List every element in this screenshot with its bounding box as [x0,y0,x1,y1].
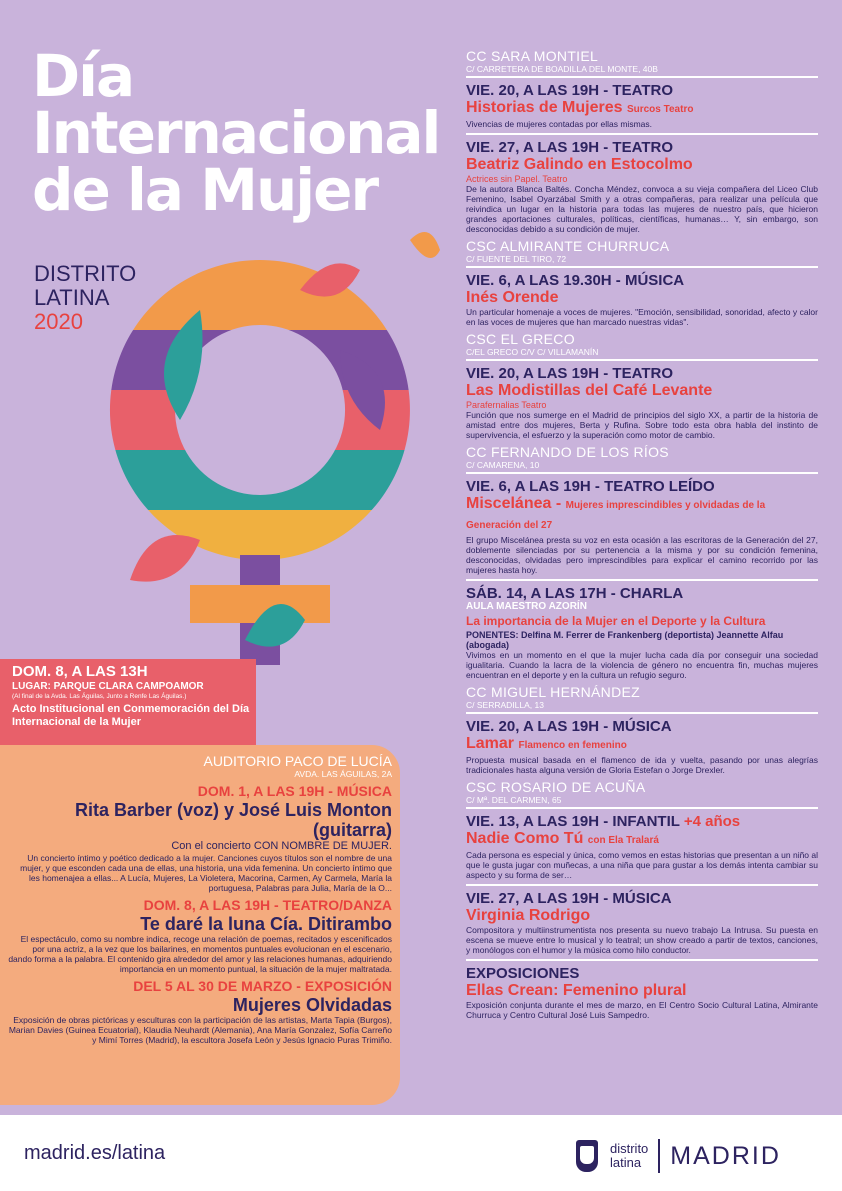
exposiciones-block [466,959,818,1020]
event-description: Cada persona es especial y única, como vemos en estas historias que presentan a un niño al que le gusta jugar con muñecas, a una niña que para gustar a los demás intenta cambiar su aspecto y su forma de ser… [466,850,819,880]
auditorio-box [0,745,400,1105]
district-line: DISTRITO [34,261,137,286]
event-company: Parafernalias Teatro [466,400,547,410]
event-datetime: VIE. 20, A LAS 19H - TEATRO [466,76,818,99]
event-description: Vivimos en un momento en el que la mujer lucha cada día por conseguir una sociedad igualitaria. Cuando la lacra de la violencia de género no encuentra fin, muchas mujeres encuentran en el deporte y en la cultura un refugio seguro. [466,650,818,680]
event-description: Un particular homenaje a voces de mujeres. "Emoción, sensibilidad, sonoridad, afecto y calor en las voces de mujeres que han marcado nuestras vidas". [466,307,818,327]
district-line: LATINA [34,285,110,310]
venue-name: CC MIGUEL HERNÁNDEZ [466,684,640,700]
event-description: Propuesta musical basada en el flamenco de ida y vuelta, pasando por unas alegrías tradicionales hasta alguna versión de Gloria Estefan o Jorge Drexler. [466,755,818,775]
madrid-wordmark: MADRID [670,1141,781,1170]
event-datetime [466,807,818,830]
event-subtitle: Mujeres imprescindibles y olvidadas de la Generación del 27 [466,500,766,531]
divider [658,1139,660,1173]
event-datetime: VIE. 6, A LAS 19.30H - MÚSICA [466,266,818,289]
event-company: con Ela Tralará [587,835,659,846]
venue-block [466,48,818,234]
event-datetime-text: VIE. 13, A LAS 19H - INFANTIL [466,813,680,830]
venus-symbol-illustration [70,200,450,670]
event-datetime: DOM. 8, A LAS 19H - TEATRO/DANZA [143,897,392,913]
event-datetime: VIE. 6, A LAS 19H - TEATRO LEÍDO [466,472,818,495]
latina-text: latina [610,1155,642,1170]
poster-title [32,42,452,224]
venue-address: AVDA. LAS ÁGUILAS, 2A [294,769,392,779]
event-datetime: VIE. 20, A LAS 19H - MÚSICA [466,712,818,735]
acto-lugar: LUGAR: PARQUE CLARA CAMPOAMOR [12,681,204,692]
venue-address: C/EL GRECO C/V C/ VILLAMANÍN [466,347,599,357]
venue-address: C/ CARRETERA DE BOADILLA DEL MONTE, 40B [466,64,658,74]
event-description: Exposición de obras pictóricas y esculturas con la participación de las artistas, Marta Tapia (Burgos), Marian Davies (Guinea Ecuatorial), Klaudia Neuhardt (Alemania), Ana María Gonzalez, Sofía Carreño y Mimí Torres (Madrid), la escultora Josefa León y Jesús Ignacio Puras Trimiño. [8,1015,392,1045]
venue-block [466,444,818,680]
event-description: Un concierto íntimo y poético dedicado a la mujer. Canciones cuyos títulos son el nombre de una mujer, y que esconden cada una de ellas, una historia, una vida femenina. Un concierto íntimo que les homenajea a ellas... A Lucía, Mujeres, La Violetera, Macorina, Carmen, Ay Carmela, María la portuguesa, Palabras para Julia, María de la O... [20,853,392,893]
flower-shape [130,535,200,582]
event-description: Vivencias de mujeres contadas por ellas mismas. [466,119,652,129]
venue-name: CC SARA MONTIEL [466,48,599,64]
venue-address: C/ Mª. DEL CARMEN, 65 [466,795,562,805]
event-description: El espectáculo, como su nombre indica, recoge una relación de poemas, recitados y escenificados por una actriz, a la vez que los bailarines, en momentos puntuales evolucionan en el escenario, dando forma a la palabra. El contenido gira alrededor del amor y las relaciones humanas, adquiriendo importancia en un momento puntual, la situación de la mujer maltratada. [8,934,392,974]
event-title: Beatriz Galindo en Estocolmo [466,156,693,173]
event-subtitle: Con el concierto CON NOMBRE DE MUJER. [171,840,392,852]
event-datetime: VIE. 27, A LAS 19H - TEATRO [466,133,818,156]
event-subtitle: Flamenco en femenino [518,740,627,751]
venue-name: CSC ALMIRANTE CHURRUCA [466,238,670,254]
year: 2020 [34,309,83,334]
event-title [466,830,818,850]
event-description: El grupo Miscelánea presta su voz en esta ocasión a las escritoras de la Generación del 27, doblemente silenciadas por su pertenencia a la misma y por su condición femenina, desconocidas, olvidadas pero imprescindibles para explicar el camino recorrido por las mujeres hasta hoy. [466,535,818,575]
venue-block [466,331,818,440]
event-title [466,99,818,119]
distrito-text: distrito [610,1141,649,1156]
acto-title: Acto Institucional en Conmemoración del Día Internacional de la Mujer [12,703,250,728]
event-company: Actrices sin Papel. Teatro [466,174,568,184]
event-title-text: Nadie Como Tú [466,830,584,847]
event-title: Virginia Rodrigo [466,907,591,924]
event-company: Surcos Teatro [626,104,694,115]
venue-name: AUDITORIO PACO DE LUCÍA [203,753,392,769]
event-title-text: Lamar [466,735,515,752]
title-line: Internacional [32,99,440,167]
acto-institucional-box [0,659,256,745]
venue-block [466,684,818,775]
event-datetime: SÁB. 14, A LAS 17H - CHARLA [466,579,818,602]
event-age: +4 años [683,813,741,830]
event-description: Compositora y multiinstrumentista nos presenta su nuevo trabajo La Intrusa. Su puesta en escena se mueve entre lo musical y lo teatral; un show creado a partir de textos, canciones, y monólogos con el humor y la música como hilo conductor. [466,925,818,955]
event-title [466,495,818,535]
madrid-logo [576,1136,781,1176]
venue-address: C/ SERRADILLA, 13 [466,700,544,710]
events-column [466,44,818,1024]
event-datetime: DEL 5 AL 30 DE MARZO - EXPOSICIÓN [133,978,392,994]
event-title: Inés Orende [466,289,559,306]
event-title: La importancia de la Mujer en el Deporte y la Cultura [466,614,766,628]
event-title-text: Miscelánea - [466,495,562,512]
event-title: Rita Barber (voz) y José Luis Monton (guitarra) [74,800,392,840]
event-datetime: VIE. 27, A LAS 19H - MÚSICA [466,884,818,907]
venue-address: C/ CAMARENA, 10 [466,460,540,470]
event-description: Función que nos sumerge en el Madrid de principios del siglo XX, a partir de la historia de amistad entre dos mujeres, Berta y Rufina. Sobre todo esta obra habla del instinto de supervivencia, el esfuerzo y la superación como motor de cambio. [466,410,818,440]
event-datetime: VIE. 20, A LAS 19H - TEATRO [466,359,818,382]
website-link[interactable]: madrid.es/latina [24,1142,166,1164]
event-title-text: Historias de Mujeres [466,99,623,116]
exposicion-title: Ellas Crean: Femenino plural [466,982,687,999]
event-room: AULA MAESTRO AZORÍN [466,601,587,612]
exposiciones-heading: EXPOSICIONES [466,959,818,982]
event-title: Las Modistillas del Café Levante [466,382,713,399]
venue-block [466,779,818,955]
acto-datetime: DOM. 8, A LAS 13H [12,663,148,680]
event-description: De la autora Blanca Baltés. Concha Méndez, convoca a su vieja compañera del Liceo Club Femenino, Isabel Oyarzábal Smith y a otras compañeras, para realizar una película que reivindica un lugar en la historia para todas las mujeres de nuestro país, que hicieron grandes aportaciones culturales, políticas, científicas, humanas… Y, sin embargo, son desconocidas debido a su condición de mujer. [466,184,818,234]
event-title [466,735,818,755]
venue-address: C/ FUENTE DEL TIRO, 72 [466,254,567,264]
venue-block [466,238,818,327]
title-line: Día [32,42,134,110]
event-title: Mujeres Olvidadas [232,995,392,1015]
venue-name: CSC EL GRECO [466,331,575,347]
event-datetime: DOM. 1, A LAS 19H - MÚSICA [197,783,392,799]
title-line: de la Mujer [32,156,378,224]
butterfly-shape [410,232,440,258]
venue-name: CC FERNANDO DE LOS RÍOS [466,444,669,460]
exposicion-description: Exposición conjunta durante el mes de marzo, en El Centro Socio Cultural Latina, Almirante Churruca y Centro Cultural José Luis Sampedro. [466,1000,818,1020]
event-speakers: PONENTES: Delfina M. Ferrer de Frankenberg (deportista) Jeannette Alfau (abogada) [466,630,784,650]
distrito-latina-label [610,1142,648,1170]
acto-lugar-note: (Al final de la Avda. Las Águilas, Junto a Renfe Las Águilas.) [12,693,187,700]
venue-name: CSC ROSARIO DE ACUÑA [466,779,646,795]
event-title: Te daré la luna Cía. Ditirambo [140,914,392,934]
madrid-crest-icon [576,1140,598,1172]
